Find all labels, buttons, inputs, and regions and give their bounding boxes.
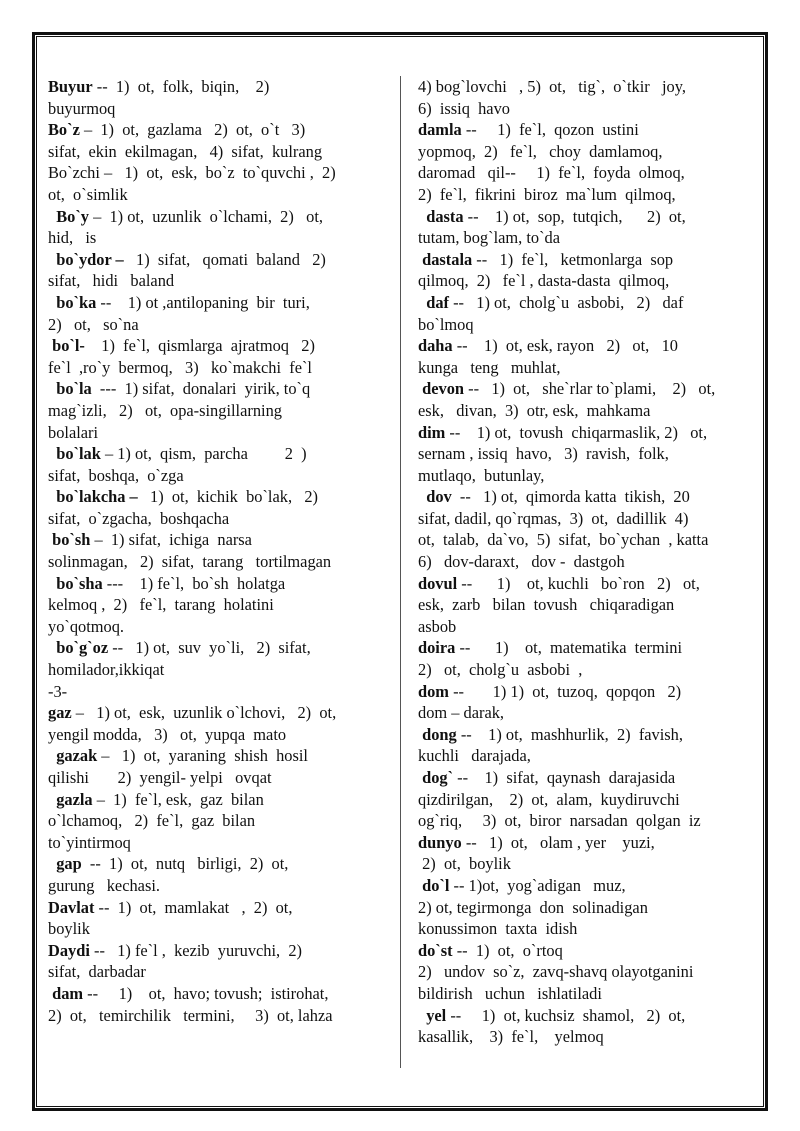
entry-term: gaz xyxy=(48,703,72,723)
entry-term: dom xyxy=(418,681,449,701)
entry-definition: – 1) ot, qism, parcha 2 ) sifat, boshqa, o`zga xyxy=(48,444,307,485)
entry-definition: -- 1) ot, qimorda katta tikish, 20 sifat, dadil, qo`rqmas, 3) ot, dadillik 4) ot, talab, da`vo, 5) sifat, bo`ychan , katta 6) dov-daraxt, dov - dastgoh xyxy=(418,487,709,572)
entry-definition: -- 1) 1) ot, tuzoq, qopqon 2) dom – darak, xyxy=(418,681,682,723)
entry-term: bo`g`oz xyxy=(48,638,109,658)
right-column xyxy=(418,76,750,1048)
entry-dol xyxy=(418,875,750,940)
entry-term: bo`sha xyxy=(48,573,103,593)
entry-term: dong xyxy=(418,724,457,744)
entry-definition: -- 1) ot, esk, rayon 2) ot, 10 kunga teng muhlat, xyxy=(418,336,678,377)
entry-definition: -- 1)ot, yog`adigan muz, 2) ot, tegirmonga don solinadigan konussimon taxta idish xyxy=(418,875,648,939)
entry-gazak xyxy=(48,745,380,788)
entry-gap xyxy=(48,853,380,896)
entry-definition: -- 1) ot, mashhurlik, 2) favish, kuchli darajada, xyxy=(418,724,683,766)
entry-definition: -- 1) ot, matematika termini 2) ot, cholg`u asbobi , xyxy=(418,638,683,680)
entry-definition: -- 1) fe`l , kezib yuruvchi, 2) sifat, darbadar xyxy=(48,940,303,982)
entry-bolak xyxy=(48,443,380,486)
entry-definition: 1) ot, kichik bo`lak, 2) sifat, o`zgacha, boshqacha xyxy=(48,487,318,528)
entry-term: Bo`z xyxy=(48,120,80,140)
entry-definition: -- 1) ot, olam , yer yuzi, 2) ot, boylik xyxy=(422,832,655,874)
entry-term: Davlat xyxy=(48,897,95,917)
entry-bogoz xyxy=(48,637,380,680)
entry-yel xyxy=(418,1005,750,1048)
entry-bosh xyxy=(48,529,380,572)
entry-definition: 4) bog`lovchi , 5) ot, tig`, o`tkir joy, 6) issiq havo xyxy=(418,77,686,118)
entry-boz xyxy=(48,119,380,205)
entry-definition: – 1) ot, yaraning shish hosil qilishi 2) yengil- yelpi ovqat xyxy=(48,746,308,787)
entry-devon xyxy=(418,378,750,421)
entry-definition: -- 1) ot, o`rtoq 2) undov so`z, zavq-shavq olayotganini bildirish uchun ishlatiladi xyxy=(418,940,694,1003)
entry-dam-continued xyxy=(418,76,750,119)
entry-dog xyxy=(418,767,750,832)
entry-definition: --- 1) sifat, donalari yirik, to`q mag`izli, 2) ot, opa-singillarning bolalari xyxy=(48,379,311,442)
entry-definition: -- 1) ot, suv yo`li, 2) sifat, homilador,ikkiqat xyxy=(48,638,311,680)
entry-definition: 1) sifat, qomati baland 2) sifat, hidi baland xyxy=(48,249,326,291)
entry-term: daf xyxy=(418,292,449,312)
entry-daf xyxy=(418,292,750,335)
entry-term: Buyur xyxy=(48,77,93,96)
entry-definition: -- 1) fe`l, ketmonlarga sop qilmoq, 2) fe`l , dasta-dasta qilmoq, xyxy=(418,249,674,291)
entry-term: dastala xyxy=(418,249,473,269)
entry-dim xyxy=(418,422,750,487)
entry-definition: -- 1) ot, havo; tovush; istirohat, 2) ot, temirchilik termini, 3) ot, lahza xyxy=(48,983,333,1025)
entry-definition: -- 1) ot, kuchsiz shamol, 2) ot, kasallik, 3) fe`l, yelmoq xyxy=(418,1005,686,1047)
entry-definition: – 1) fe`l, esk, gaz bilan o`lchamoq, 2) fe`l, gaz bilan to`yintirmoq xyxy=(48,789,264,852)
entry-term: Bo`y xyxy=(48,206,89,226)
entry-definition: -- 1) fe`l, qozon ustini yopmoq, 2) fe`l, choy damlamoq, daromad qil-- 1) fe`l, foyda olmoq, 2) fe`l, fikrini biroz ma`lum qilmoq, xyxy=(418,120,685,204)
entry-gaz xyxy=(48,702,380,745)
entry-term: devon xyxy=(418,379,465,399)
entry-boka xyxy=(48,292,380,335)
entry-definition: -- 1) ot, kuchli bo`ron 2) ot, esk, zarb bilan tovush chiqaradigan asbob xyxy=(418,573,700,636)
page-number: -3- xyxy=(48,681,68,701)
entry-definition: --- 1) fe`l, bo`sh holatga kelmoq , 2) fe`l, tarang holatini yo`qotmoq. xyxy=(48,573,286,636)
entry-term: bo`la xyxy=(48,379,92,399)
entry-definition: -- 1) ot, folk, biqin, 2) buyurmoq xyxy=(48,77,270,118)
entry-definition: -- 1) ot, cholg`u asbobi, 2) daf bo`lmoq xyxy=(418,292,684,334)
entry-doira xyxy=(418,637,750,680)
entry-definition: -- 1) ot, nutq birligi, 2) ot, gurung kechasi. xyxy=(48,854,289,895)
entry-term: dunyo xyxy=(418,832,462,852)
entry-definition: -- 1) ot, mamlakat , 2) ot, boylik xyxy=(48,897,293,939)
entry-dovul xyxy=(418,573,750,638)
entry-definition: -- 1) sifat, qaynash darajasida qizdirilgan, 2) ot, alam, kuydiruvchi og`riq, 3) ot, biror narsadan qolgan iz xyxy=(418,768,701,831)
entry-bola xyxy=(48,378,380,443)
entry-term: bo`ydor – xyxy=(48,249,124,269)
entry-definition: -- 1) ot ,antilopaning bir turi, 2) ot, so`na xyxy=(48,292,310,334)
entry-dong xyxy=(418,724,750,767)
page-marker xyxy=(48,681,380,703)
entry-dam xyxy=(48,983,380,1026)
entry-dunyo xyxy=(418,832,750,875)
entry-gazla xyxy=(48,789,380,854)
entry-term: bo`lakcha – xyxy=(48,487,138,507)
entry-boy xyxy=(48,206,380,249)
entry-term: do`st xyxy=(418,940,453,960)
entry-term: dim xyxy=(418,422,446,442)
left-column xyxy=(48,76,380,1026)
entry-term: gazak xyxy=(48,746,98,766)
entry-term: bo`ka xyxy=(48,292,97,312)
entry-definition: -- 1) ot, tovush chiqarmaslik, 2) ot, sernam , issiq havo, 3) ravish, folk, mutlaqo, butunlay, xyxy=(418,422,708,485)
entry-term: daha xyxy=(418,336,453,356)
entry-term: dasta xyxy=(418,206,464,226)
entry-term: dam xyxy=(48,983,84,1003)
entry-definition: – 1) ot, uzunlik o`lchami, 2) ot, hid, is xyxy=(48,206,323,248)
entry-definition: – 1) ot, gazlama 2) ot, o`t 3) sifat, ekin ekilmagan, 4) sifat, kulrang Bo`zchi – 1) ot, esk, bo`z to`quvchi , 2) ot, o`simlik xyxy=(48,120,336,204)
entry-definition: 1) fe`l, qismlarga ajratmoq 2) fe`l ,ro`y bermoq, 3) ko`makchi fe`l xyxy=(48,336,315,377)
entry-term: gap xyxy=(48,854,82,874)
entry-bol xyxy=(48,335,380,378)
entry-dastala xyxy=(418,249,750,292)
entry-term: do`l xyxy=(418,875,450,895)
entry-term: damla xyxy=(418,120,462,140)
entry-bosha xyxy=(48,573,380,638)
entry-term: gazla xyxy=(48,789,93,809)
entry-definition: -- 1) ot, she`rlar to`plami, 2) ot, esk, divan, 3) otr, esk, mahkama xyxy=(418,379,716,420)
entry-dost xyxy=(418,940,750,1005)
entry-damla xyxy=(418,119,750,205)
entry-term: dovul xyxy=(418,573,458,593)
entry-definition: – 1) sifat, ichiga narsa solinmagan, 2) sifat, tarang tortilmagan xyxy=(48,530,332,572)
entry-term: dov xyxy=(418,487,452,507)
entry-term: doira xyxy=(418,638,456,658)
entry-definition: – 1) ot, esk, uzunlik o`lchovi, 2) ot, yengil modda, 3) ot, yupqa mato xyxy=(48,703,337,744)
entry-dov xyxy=(418,486,750,572)
entry-dom xyxy=(418,681,750,724)
column-divider xyxy=(400,76,401,1068)
entry-davlat xyxy=(48,897,380,940)
entry-term: Daydi xyxy=(48,940,90,960)
entry-term: bo`sh xyxy=(48,530,91,550)
entry-term: bo`lak xyxy=(48,444,101,464)
entry-daha xyxy=(418,335,750,378)
entry-term: yel xyxy=(418,1005,447,1025)
entry-dasta xyxy=(418,206,750,249)
entry-term: dog` xyxy=(418,768,454,787)
entry-buyur xyxy=(48,76,380,119)
entry-daydi xyxy=(48,940,380,983)
entry-term: bo`l- xyxy=(48,336,85,356)
entry-definition: -- 1) ot, sop, tutqich, 2) ot, tutam, bog`lam, to`da xyxy=(418,206,686,248)
entry-boydor xyxy=(48,249,380,292)
entry-bolakcha xyxy=(48,486,380,529)
